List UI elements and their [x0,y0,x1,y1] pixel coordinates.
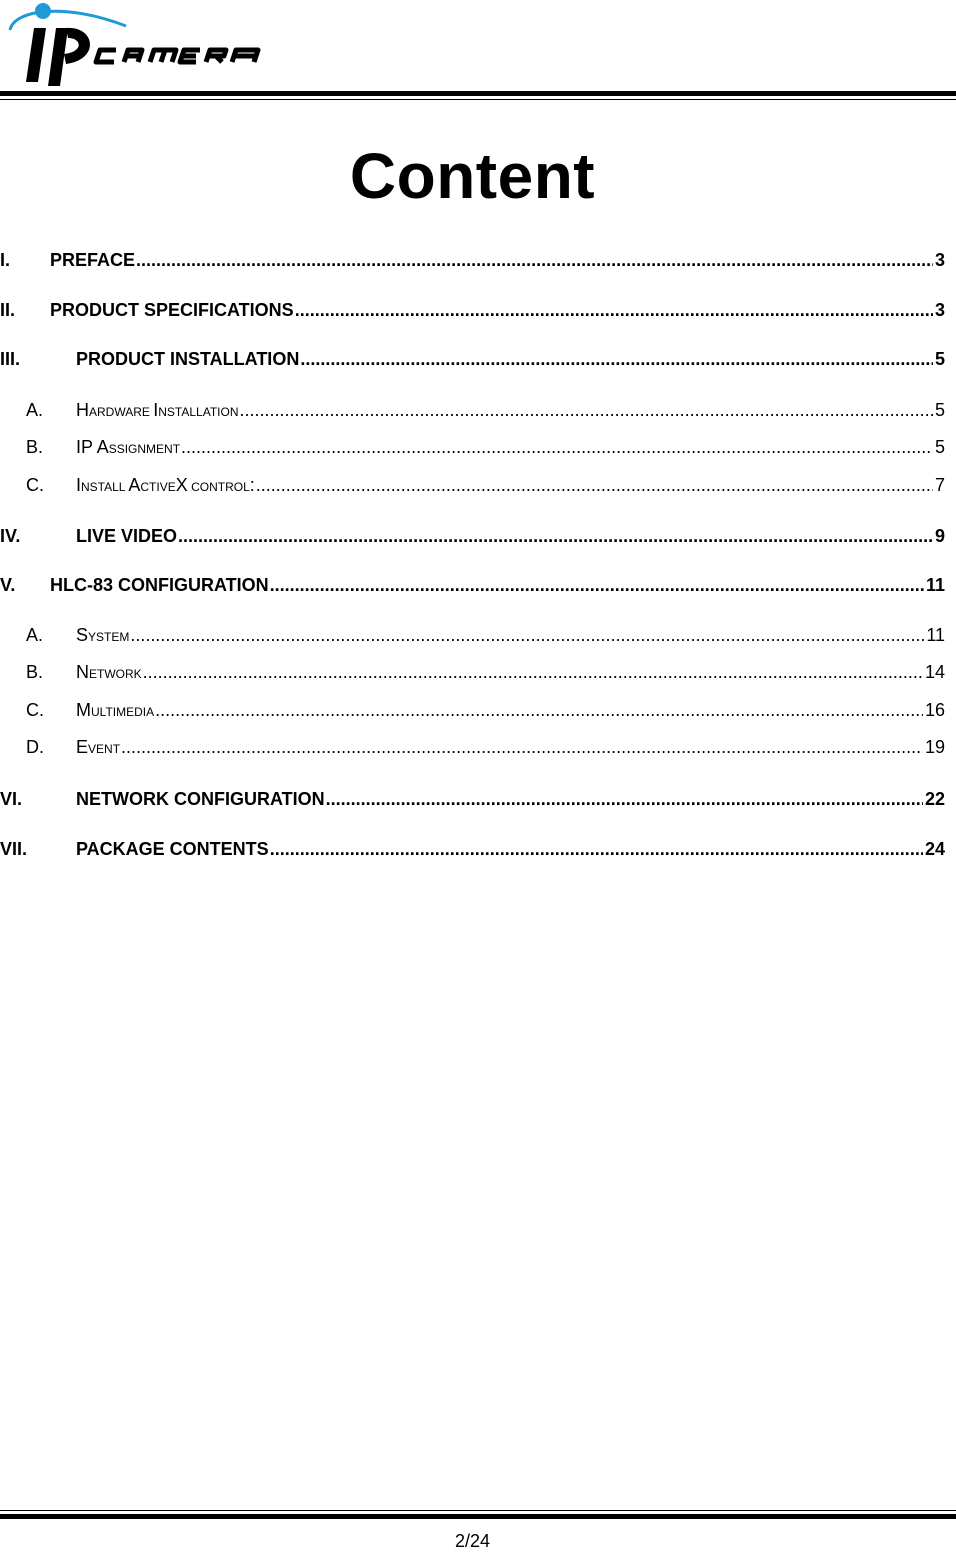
toc-page: 11 [925,575,945,595]
toc-entry-ip-assignment[interactable]: B. IP ASSIGNMENT ..... 5 [26,437,945,461]
logo-word [96,50,258,62]
toc-label: PACKAGE CONTENTS [76,839,269,859]
toc-entry-preface[interactable]: I. PREFACE ..... 3 [0,250,945,274]
toc-leader [178,526,933,547]
toc-leader [181,437,933,458]
logo-i [26,28,46,82]
toc-entry-event[interactable]: D. EVENT ..... 19 [26,737,945,761]
toc-label: EVENT [76,737,121,757]
toc-entry-multimedia[interactable]: C. MULTIMEDIA ..... 16 [26,700,945,724]
toc-page: 3 [934,250,945,270]
toc-page: 5 [934,400,945,420]
toc-page: 3 [934,300,945,320]
logo-dot [35,3,51,19]
toc-label: NETWORK [76,662,142,682]
toc-label: SYSTEM [76,625,130,645]
logo-swoosh [10,11,126,30]
logo-p-bowl [64,28,90,64]
header-rule-thick [0,91,956,96]
toc-leader [121,737,923,758]
toc-label: INSTALL ACTIVEX CONTROL: [76,475,255,495]
toc-entry-system[interactable]: A. SYSTEM ..... 11 [26,625,945,649]
toc-page: 5 [934,349,945,369]
toc-leader [136,250,933,271]
toc-leader [130,625,924,646]
toc-page: 11 [926,625,945,645]
toc-entry-network-configuration[interactable]: VI. NETWORK CONFIGURATION ..... 22 [0,789,945,813]
toc-page: 19 [924,737,945,757]
toc-entry-hlc83-configuration[interactable]: V. HLC-83 CONFIGURATION ..... 11 [0,575,945,599]
footer-rule-thin [0,1510,956,1511]
toc-leader [256,475,933,496]
toc-leader [300,349,933,370]
toc-label: PRODUCT INSTALLATION [76,349,300,369]
toc-leader [143,662,923,683]
toc-page: 24 [924,839,945,859]
ip-camera-logo [4,0,268,90]
toc-label: PREFACE [50,250,136,270]
toc-page: 5 [934,437,945,457]
toc-leader [295,300,933,321]
toc-leader [155,700,923,721]
toc-entry-live-video[interactable]: IV. LIVE VIDEO ..... 9 [0,526,945,550]
logo-graphic [4,0,268,90]
toc-page: 7 [934,475,945,495]
toc-entry-product-specifications[interactable]: II. PRODUCT SPECIFICATIONS ..... 3 [0,300,945,324]
toc-entry-product-installation[interactable]: III. PRODUCT INSTALLATION ..... 5 [0,349,945,373]
toc-label: MULTIMEDIA [76,700,155,720]
toc-entry-install-activex[interactable]: C. INSTALL ACTIVEX CONTROL: ..... 7 [26,475,945,499]
toc-entry-network[interactable]: B. NETWORK ..... 14 [26,662,945,686]
toc-leader [240,400,933,421]
toc-label: NETWORK CONFIGURATION [76,789,325,809]
toc-leader [326,789,923,810]
toc-page: 22 [924,789,945,809]
toc-entry-package-contents[interactable]: VII. PACKAGE CONTENTS ..... 24 [0,839,945,863]
toc-leader [270,575,924,596]
toc-leader [270,839,923,860]
toc-label: LIVE VIDEO [76,526,178,546]
toc-entry-hardware-installation[interactable]: A. HARDWARE INSTALLATION ..... 5 [26,400,945,424]
toc-label: HARDWARE INSTALLATION [76,400,239,420]
toc-page: 9 [934,526,945,546]
page-number: 2/24 [454,1531,491,1551]
toc-label: IP ASSIGNMENT [76,437,181,457]
page-title: Content [349,140,596,212]
toc-page: 14 [924,662,945,682]
toc-label: HLC-83 CONFIGURATION [50,575,269,595]
toc-page: 16 [924,700,945,720]
toc-label: PRODUCT SPECIFICATIONS [50,300,294,320]
header-rule-thin [0,99,956,100]
footer-rule-thick [0,1514,956,1519]
